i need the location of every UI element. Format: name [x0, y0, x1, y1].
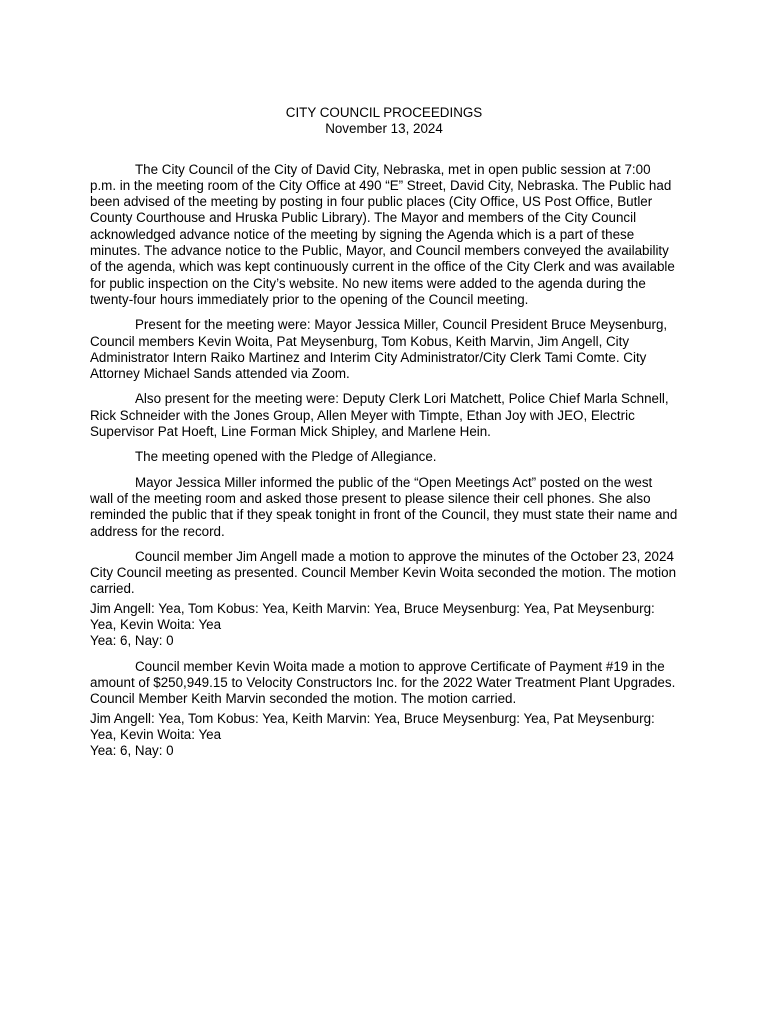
motion-2-text: Council member Kevin Woita made a motion to approve Certificate of Payment #19 in the amount of $250,949.15 to Velocity Constructors Inc. for the 2022 Water Treatment Plant Upgrades. Council Member Keith Marvin seconded the motion. The motion carried. [90, 658, 676, 707]
also-present-paragraph: Also present for the meeting were: Deputy Clerk Lori Matchett, Police Chief Marla Schnell, Rick Schneider with the Jones Group, Allen Meyer with Timpte, Ethan Joy with JEO, Electric Supervisor Pat Hoeft, Line Forman Mick Shipley, and Marlene Hein. [90, 391, 669, 440]
open-meetings-paragraph: Mayor Jessica Miller informed the public of the “Open Meetings Act” posted on the west wall of the meeting room and asked those present to please silence their cell phones. She also reminded the public that if they speak tonight in front of the Council, they must state their name and address for the record. [90, 474, 678, 539]
motion-1-text: Council member Jim Angell made a motion to approve the minutes of the October 23, 2024 City Council meeting as presented. Council Member Kevin Woita seconded the motion. The motion carried. [90, 548, 677, 597]
motion-2-vote [90, 711, 678, 760]
document-body [90, 105, 678, 768]
pledge-paragraph: The meeting opened with the Pledge of Allegiance. [135, 449, 437, 465]
present-paragraph: Present for the meeting were: Mayor Jessica Miller, Council President Bruce Meysenburg, Council members Kevin Woita, Pat Meysenburg, Tom Kobus, Keith Marvin, Jim Angell, City Administrator Intern Raiko Martinez and Interim City Administrator/City Clerk Tami Comte. City Attorney Michael Sands attended via Zoom. [90, 317, 668, 382]
meeting-date: November 13, 2024 [325, 121, 443, 137]
intro-paragraph: The City Council of the City of David City, Nebraska, met in open public session at 7:00 p.m. in the meeting room of the City Office at 490 “E” Street, David City, Nebraska. The Public had been advised of the meeting by posting in four public places (City Office, US Post Office, Butler County Courthouse and Hruska Public Library). The Mayor and members of the City Council acknowledged advance notice of the meeting by signing the Agenda which is a part of these minutes. The advance notice to the Public, Mayor, and Council members conveyed the availability of the agenda, which was kept continuously current in the office of the City Clerk and was available for public inspection on the City’s website. No new items were added to the agenda during the twenty-four hours immediately prior to the opening of the Council meeting. [90, 161, 675, 307]
motion-1-tally: Yea: 6, Nay: 0 [90, 633, 174, 649]
document-header [90, 105, 678, 138]
document-title: CITY COUNCIL PROCEEDINGS [285, 105, 483, 120]
motion-1-roll-call: Jim Angell: Yea, Tom Kobus: Yea, Keith Marvin: Yea, Bruce Meysenburg: Yea, Pat Meysenburg: Yea, Kevin Woita: Yea [90, 600, 655, 633]
motion-2-roll-call: Jim Angell: Yea, Tom Kobus: Yea, Keith Marvin: Yea, Bruce Meysenburg: Yea, Pat Meysenburg: Yea, Kevin Woita: Yea [90, 710, 655, 742]
motion-2-tally: Yea: 6, Nay: 0 [90, 743, 174, 759]
motion-1-vote [90, 601, 678, 650]
